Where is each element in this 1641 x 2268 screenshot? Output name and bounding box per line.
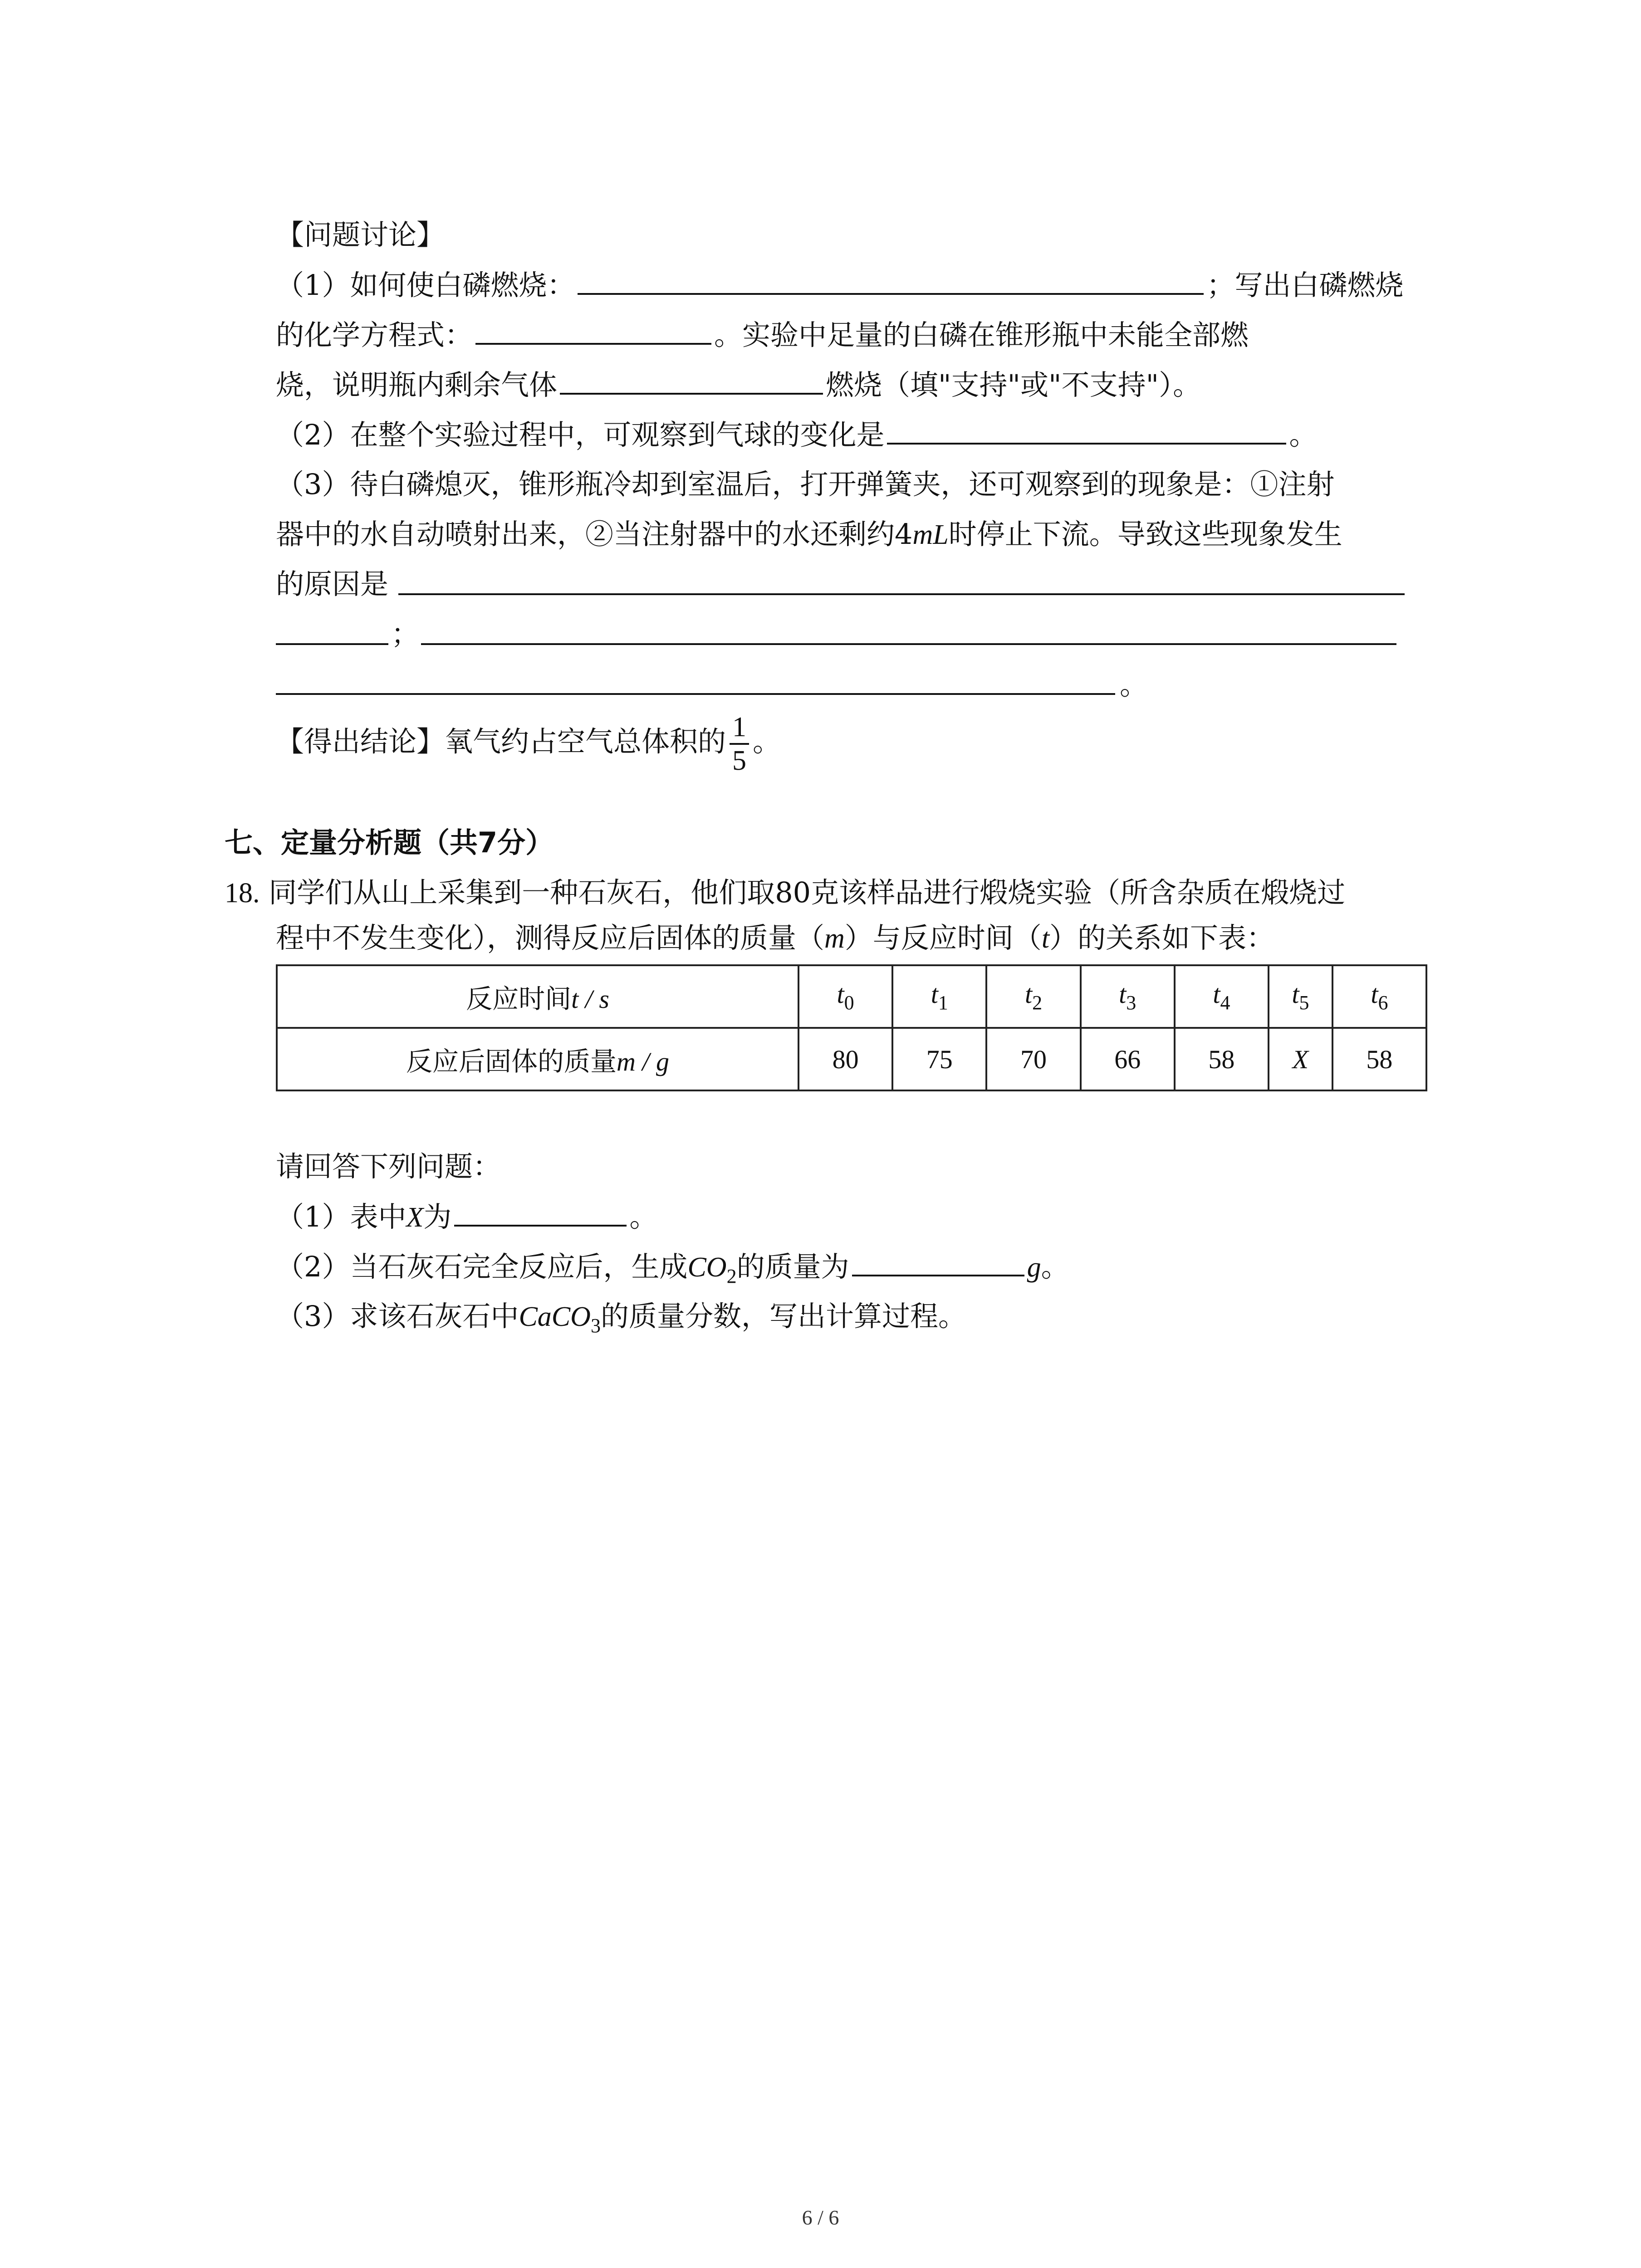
table-cell-mass: 66: [1081, 1028, 1175, 1090]
answer-blank[interactable]: [578, 267, 1204, 295]
q18-line2: 程中不发生变化），测得反应后固体的质量（m）与反应时间（t）的关系如下表：: [276, 921, 1275, 954]
q3-line2: 器中的水自动喷射出来，②当注射器中的水还剩约4mL时停止下流。导致这些现象发生: [276, 518, 1342, 551]
page-number: 6 / 6: [802, 2206, 839, 2229]
q1-line2: 的化学方程式： 。实验中足量的白磷在锥形瓶中未能全部燃: [276, 317, 1249, 353]
questions-intro: 请回答下列问题：: [276, 1150, 501, 1183]
answer-line[interactable]: [276, 693, 1115, 695]
answer-blank[interactable]: [454, 1198, 627, 1227]
answer-line[interactable]: [421, 643, 1396, 645]
question-1: （1）表中X为 。: [276, 1198, 657, 1235]
q3-line3: 的原因是: [276, 567, 389, 601]
table-cell-time: $t_3$: [1081, 965, 1175, 1028]
q3-separator: ；: [391, 617, 420, 650]
table-cell-mass: X: [1269, 1028, 1332, 1090]
q1-line3: 烧，说明瓶内剩余气体 燃烧（填"支持"或"不支持"）。: [276, 367, 1201, 403]
table-cell-time: $t_0$: [798, 965, 892, 1028]
question-2: （2）当石灰石完全反应后，生成$CO_2$的质量为 g。: [276, 1248, 1069, 1285]
table-header-time: 反应时间t / s: [277, 965, 798, 1028]
table-row-time: [277, 965, 1426, 1028]
fraction: $\frac{1}{5}$: [730, 711, 749, 777]
answer-blank[interactable]: [560, 367, 823, 395]
answer-blank[interactable]: [887, 416, 1286, 445]
q18-line1: 18. 同学们从山上采集到一种石灰石，他们取80克该样品进行煅烧实验（所含杂质在煅烧过: [225, 876, 1346, 909]
answer-blank[interactable]: [475, 317, 711, 345]
q3-end: 。: [1120, 668, 1148, 701]
section-title: 七、定量分析题（共7分）: [225, 826, 554, 859]
table-cell-time: $t_1$: [892, 965, 986, 1028]
question-3: （3）求该石灰石中CaCO$_3$的质量分数，写出计算过程。: [276, 1300, 966, 1337]
q1-line1: （1）如何使白磷燃烧： ；写出白磷燃烧: [276, 267, 1403, 303]
answer-line[interactable]: [398, 593, 1405, 595]
table-cell-mass: 70: [986, 1028, 1080, 1090]
discussion-heading: 【问题讨论】: [276, 218, 445, 251]
data-table: [276, 964, 1427, 1091]
table-cell-time: $t_2$: [986, 965, 1080, 1028]
table-cell-mass: 58: [1332, 1028, 1426, 1090]
table-cell-mass: 80: [798, 1028, 892, 1090]
table-cell-mass: 75: [892, 1028, 986, 1090]
table-row-mass: [277, 1028, 1426, 1090]
q2-line: （2）在整个实验过程中，可观察到气球的变化是 。: [276, 416, 1317, 453]
q3-line1: （3）待白磷熄灭，锥形瓶冷却到室温后，打开弹簧夹，还可观察到的现象是：①注射: [276, 468, 1335, 501]
table-cell-time: $t_5$: [1269, 965, 1332, 1028]
answer-blank[interactable]: [852, 1248, 1024, 1276]
table-cell-time: $t_6$: [1332, 965, 1426, 1028]
table-cell-time: $t_4$: [1175, 965, 1269, 1028]
answer-line[interactable]: [276, 643, 388, 645]
conclusion-line: 【得出结论】氧气约占空气总体积的 $\frac{1}{5}$ 。: [276, 711, 781, 776]
table-cell-mass: 58: [1175, 1028, 1269, 1090]
table-header-mass: 反应后固体的质量m / g: [277, 1028, 798, 1090]
